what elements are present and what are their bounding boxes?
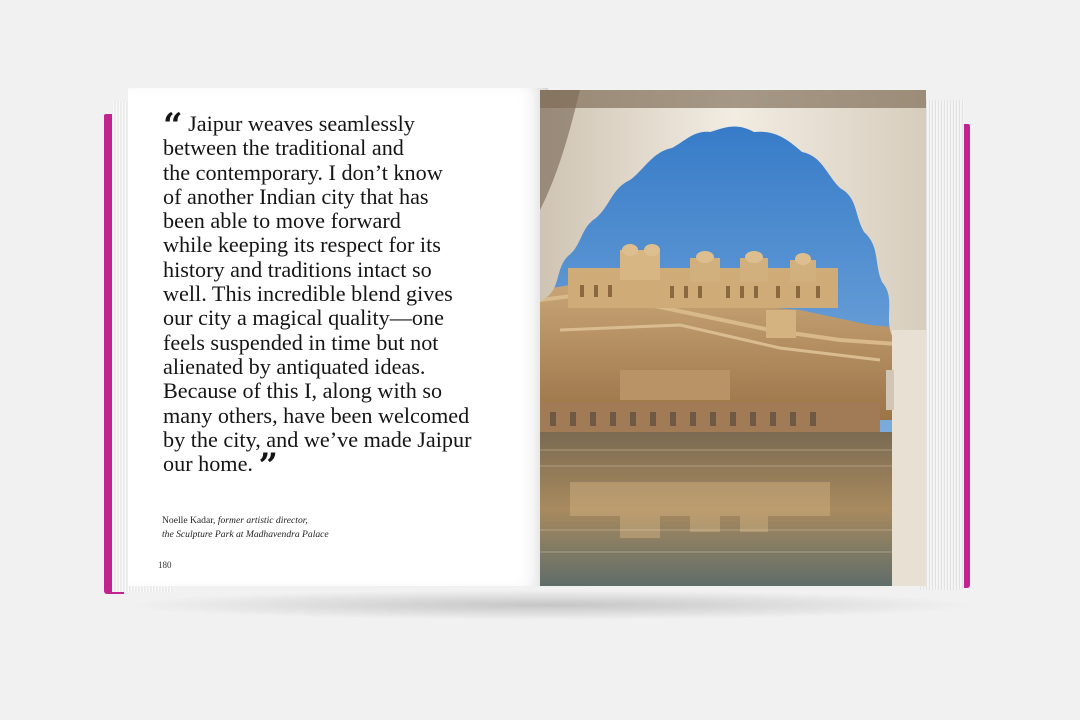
amber-fort-photo	[540, 90, 926, 586]
quote-line: feels suspended in time but not	[163, 329, 439, 355]
quote-line: of another Indian city that has	[163, 183, 429, 209]
close-quote-mark: ”	[258, 446, 279, 487]
marble-column	[892, 330, 926, 586]
quote-line: by the city, and we’ve made Jaipur	[163, 426, 472, 452]
quote-attribution	[162, 514, 392, 542]
quote-line: been able to move forward	[163, 208, 401, 234]
quote-line: the contemporary. I don’t know	[163, 159, 443, 185]
quote-line: alienated by antiquated ideas.	[163, 353, 426, 379]
quote-line: our home.	[163, 451, 253, 477]
quote-line: Because of this I, along with so	[163, 378, 443, 404]
column-capital	[886, 370, 894, 410]
attribution-name: Noelle Kadar,	[162, 515, 216, 526]
book-shadow	[120, 590, 980, 620]
attribution-place: the Sculpture Park at Madhavendra Palace	[162, 529, 329, 540]
quote-line: our city a magical quality—one	[163, 305, 444, 331]
page-stack-right	[920, 100, 964, 590]
quote-line: while keeping its respect for its	[163, 232, 441, 258]
garden-platform	[620, 370, 730, 400]
open-quote-mark: “	[163, 106, 183, 146]
quote-line: many others, have been welcomed	[163, 402, 470, 428]
quote-line: well. This incredible blend gives	[163, 281, 453, 307]
page-number: 180	[158, 560, 172, 570]
attribution-role: former artistic director,	[217, 515, 308, 526]
quote-line: between the traditional and	[163, 135, 404, 161]
arch-top-shadow	[540, 90, 926, 108]
quote-line: Jaipur weaves seamlessly	[188, 111, 415, 136]
pull-quote	[163, 106, 533, 487]
quote-line: history and traditions intact so	[163, 256, 432, 282]
right-page-photo	[540, 90, 926, 586]
